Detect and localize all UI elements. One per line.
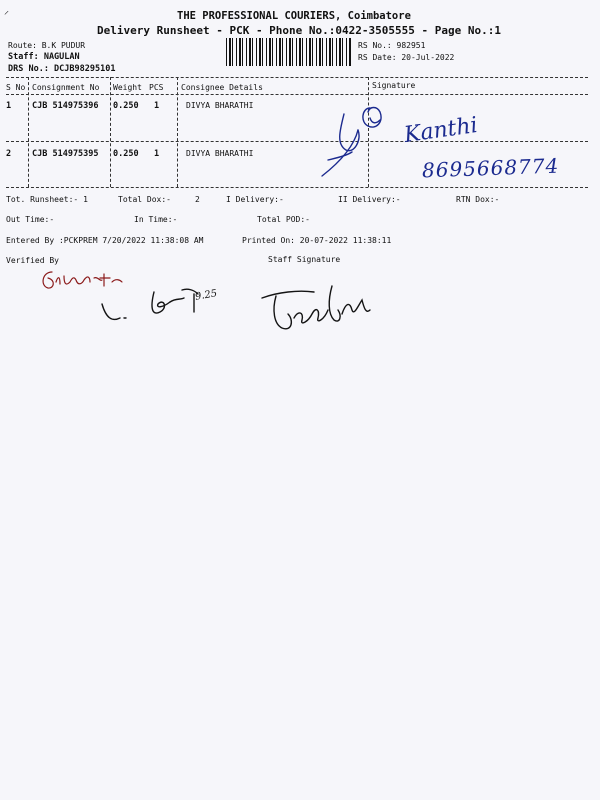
header-weight: Weight (113, 83, 142, 92)
total-dox-label: Total Dox:- (118, 195, 171, 204)
staff-signature (258, 280, 373, 336)
header-consignment: Consignment No (32, 83, 100, 92)
col-divider (177, 77, 178, 187)
row2-consignment: CJB 514975395 (32, 149, 99, 159)
route-label: Route: B.K PUDUR (8, 41, 86, 50)
table-top-rule (6, 77, 588, 78)
table-header-rule (6, 94, 588, 95)
verified-by-label: Verified By (6, 256, 59, 265)
row1-pcs: 1 (154, 101, 160, 111)
row2-weight: 0.250 (113, 149, 139, 159)
consignee-signature (310, 100, 400, 185)
row2-sno: 2 (6, 149, 12, 159)
drs-number: DRS No.: DCJB98295101 (8, 64, 116, 74)
handwritten-name: Kanthi (402, 112, 480, 149)
table-bottom-rule (6, 187, 588, 188)
corner-mark: ⸍ (4, 10, 9, 21)
in-time: In Time:- (134, 215, 178, 224)
row2-consignee: DIVYA BHARATHI (186, 149, 254, 158)
runsheet-title: Delivery Runsheet - PCK - Phone No.:0422-3505555 - Page No.:1 (97, 24, 501, 37)
i-delivery: I Delivery:- (226, 195, 284, 204)
row-divider (6, 141, 588, 142)
rs-date: RS Date: 20-Jul-2022 (358, 53, 455, 62)
total-dox-value: 2 (195, 195, 200, 204)
handwritten-phone: 8695668774 (421, 153, 560, 183)
col-divider (28, 77, 29, 187)
header-signature: Signature (372, 81, 416, 90)
out-time: Out Time:- (6, 215, 55, 224)
tot-runsheet: Tot. Runsheet:- 1 (6, 195, 88, 204)
handwritten-time: 9.25 (194, 288, 219, 303)
total-pod: Total POD:- (257, 215, 310, 224)
col-divider (110, 77, 111, 187)
staff-signature-label: Staff Signature (268, 255, 341, 264)
row2-pcs: 1 (154, 149, 160, 159)
header-consignee: Consignee Details (181, 83, 263, 92)
entered-by: Entered By :PCKPREM 7/20/2022 11:38:08 AM (6, 236, 204, 245)
barcode (226, 38, 352, 66)
time-mark-scribble (98, 278, 248, 328)
header-pcs: PCS (149, 83, 164, 92)
rtn-dox: RTN Dox:- (456, 195, 500, 204)
printed-on: Printed On: 20-07-2022 11:38:11 (242, 236, 392, 245)
header-sno: S No (6, 83, 26, 92)
row1-consignee: DIVYA BHARATHI (186, 101, 254, 110)
rs-number: RS No.: 982951 (358, 41, 426, 50)
row1-sno: 1 (6, 101, 12, 111)
staff-label: Staff: NAGULAN (8, 52, 80, 62)
ii-delivery: II Delivery:- (338, 195, 401, 204)
row1-consignment: CJB 514975396 (32, 101, 99, 111)
row1-weight: 0.250 (113, 101, 139, 111)
company-title: THE PROFESSIONAL COURIERS, Coimbatore (177, 10, 411, 22)
